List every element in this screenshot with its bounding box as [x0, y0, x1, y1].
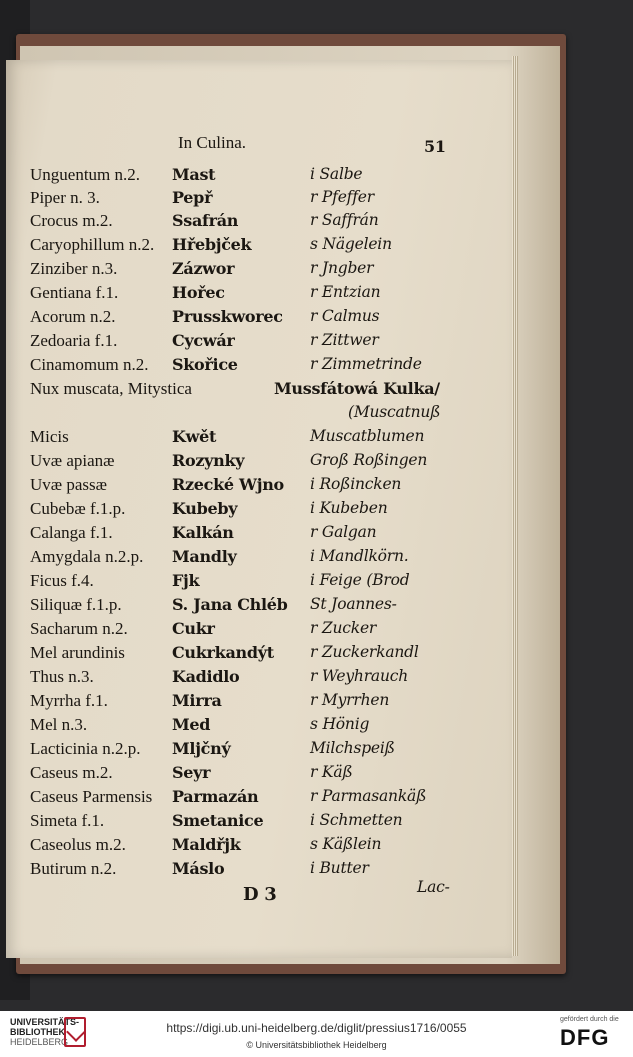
- entry-latin: Amygdala n.2.p.: [30, 547, 144, 566]
- entry-latin: Siliquæ f.1.p.: [30, 595, 122, 614]
- entry-czech: Parmazán: [172, 787, 259, 806]
- library-name-line2: BIBLIOTHEK: [10, 1027, 65, 1037]
- entry-czech: Fjk: [172, 571, 200, 590]
- entry-czech: S. Jana Chléb: [172, 595, 288, 614]
- entry-german: i Salbe: [310, 165, 363, 183]
- entry-czech: Maldřjk: [172, 835, 241, 854]
- entry-latin: Unguentum n.2.: [30, 165, 141, 184]
- entry-german: i Butter: [310, 859, 369, 877]
- entry-german: i Schmetten: [310, 811, 403, 829]
- entry-czech: Mandly: [172, 547, 237, 566]
- entry-german: i Mandlkörn.: [310, 547, 409, 565]
- entry-german: Groß Roßingen: [310, 451, 428, 469]
- entry-german: St Joannes-: [310, 595, 397, 613]
- funding-note: gefördert durch die: [560, 1016, 619, 1023]
- entry-latin: Zinziber n.3.: [30, 259, 118, 278]
- entry-german: r Weyhrauch: [310, 667, 409, 685]
- library-name-line1: UNIVERSITÄTS-: [10, 1017, 80, 1027]
- entry-czech: Mussfátowá Kulka/: [274, 379, 440, 398]
- entry-german: Milchspeiß: [310, 739, 395, 757]
- entry-german: r Saffrán: [310, 211, 379, 229]
- running-head: In Culina.: [178, 133, 246, 152]
- entry-latin: Cinamomum n.2.: [30, 355, 149, 374]
- entry-latin: Myrrha f.1.: [30, 691, 108, 710]
- entry-czech: Kadidlo: [172, 667, 240, 686]
- entry-latin: Ficus f.4.: [30, 571, 94, 590]
- page-number: 51: [424, 137, 446, 156]
- entry-czech: Med: [172, 715, 211, 734]
- entry-german: s Nägelein: [310, 235, 392, 253]
- copyright-notice: © Universitätsbibliothek Heidelberg: [246, 1040, 387, 1050]
- entry-german: r Jngber: [310, 259, 374, 277]
- entry-latin: Uvæ passæ: [30, 475, 107, 494]
- entry-czech: Prusskworec: [172, 307, 283, 326]
- entry-czech: Hřebjček: [172, 235, 252, 254]
- entry-german: i Feige (Brod: [310, 571, 410, 589]
- entry-latin: Nux muscata, Mitystica: [30, 379, 192, 398]
- entry-latin: Mel arundinis: [30, 643, 125, 662]
- entry-latin: Caseus Parmensis: [30, 787, 153, 806]
- entry-german: s Hönig: [310, 715, 370, 733]
- entry-czech: Cukr: [172, 619, 215, 638]
- entry-german: r Pfeffer: [310, 188, 374, 206]
- entry-czech: Mljčný: [172, 739, 231, 758]
- entry-german: r Entzian: [310, 283, 381, 301]
- entry-czech: Zázwor: [172, 259, 235, 278]
- catchword: Lac-: [417, 878, 450, 896]
- entry-latin: Mel n.3.: [30, 715, 88, 734]
- entry-latin: Micis: [30, 427, 69, 446]
- entry-german: i Kubeben: [310, 499, 388, 517]
- entry-czech: Rozynky: [172, 451, 245, 470]
- entry-czech: Ssafrán: [172, 211, 239, 230]
- entry-latin: Piper n. 3.: [30, 188, 100, 207]
- entry-latin: Gentiana f.1.: [30, 283, 119, 302]
- entry-german: r Zittwer: [310, 331, 379, 349]
- entry-czech: Kalkán: [172, 523, 234, 542]
- page-edges: [512, 56, 518, 956]
- entry-czech: Skořice: [172, 355, 238, 374]
- entry-german: r Käß: [310, 763, 353, 781]
- entry-german: i Roßincken: [310, 475, 402, 493]
- entry-german: r Galgan: [310, 523, 377, 541]
- entry-latin: Acorum n.2.: [30, 307, 116, 326]
- entry-german: r Zuckerkandl: [310, 643, 419, 661]
- entry-czech: Kubeby: [172, 499, 238, 518]
- entry-latin: Butirum n.2.: [30, 859, 117, 878]
- entry-german: r Zimmetrinde: [310, 355, 422, 373]
- entry-latin: Lacticinia n.2.p.: [30, 739, 141, 758]
- entry-german: (Muscatnuß: [348, 403, 441, 421]
- entry-german: r Zucker: [310, 619, 377, 637]
- entry-latin: Sacharum n.2.: [30, 619, 128, 638]
- entry-latin: Simeta f.1.: [30, 811, 105, 830]
- entry-czech: Pepř: [172, 188, 213, 207]
- entry-german: r Calmus: [310, 307, 380, 325]
- entry-german: r Myrrhen: [310, 691, 390, 709]
- entry-latin: Uvæ apianæ: [30, 451, 115, 470]
- entry-latin: Caryophillum n.2.: [30, 235, 155, 254]
- entry-czech: Mast: [172, 165, 216, 184]
- entry-czech: Cukrkandýt: [172, 643, 274, 662]
- entry-czech: Máslo: [172, 859, 225, 878]
- entry-czech: Rzecké Wjno: [172, 475, 284, 494]
- entry-latin: Caseus m.2.: [30, 763, 113, 782]
- entry-latin: Cubebæ f.1.p.: [30, 499, 126, 518]
- entry-czech: Cycwár: [172, 331, 235, 350]
- library-name-line3: HEIDELBERG: [10, 1037, 69, 1047]
- entry-czech: Smetanice: [172, 811, 264, 830]
- entry-czech: Mirra: [172, 691, 222, 710]
- entry-latin: Calanga f.1.: [30, 523, 113, 542]
- entry-czech: Kwět: [172, 427, 217, 446]
- entry-latin: Caseolus m.2.: [30, 835, 126, 854]
- permalink[interactable]: https://digi.ub.uni-heidelberg.de/diglit/pressius1716/0055: [166, 1021, 467, 1035]
- entry-latin: Thus n.3.: [30, 667, 94, 686]
- entry-latin: Crocus m.2.: [30, 211, 113, 230]
- entry-german: Muscatblumen: [310, 427, 425, 445]
- signature-mark: D 3: [243, 884, 277, 905]
- entry-german: s Käßlein: [310, 835, 382, 853]
- entry-czech: Hořec: [172, 283, 225, 302]
- entry-czech: Seyr: [172, 763, 211, 782]
- dfg-logo[interactable]: DFG: [560, 1025, 610, 1050]
- entry-latin: Zedoaria f.1.: [30, 331, 118, 350]
- entry-german: r Parmasankäß: [310, 787, 427, 805]
